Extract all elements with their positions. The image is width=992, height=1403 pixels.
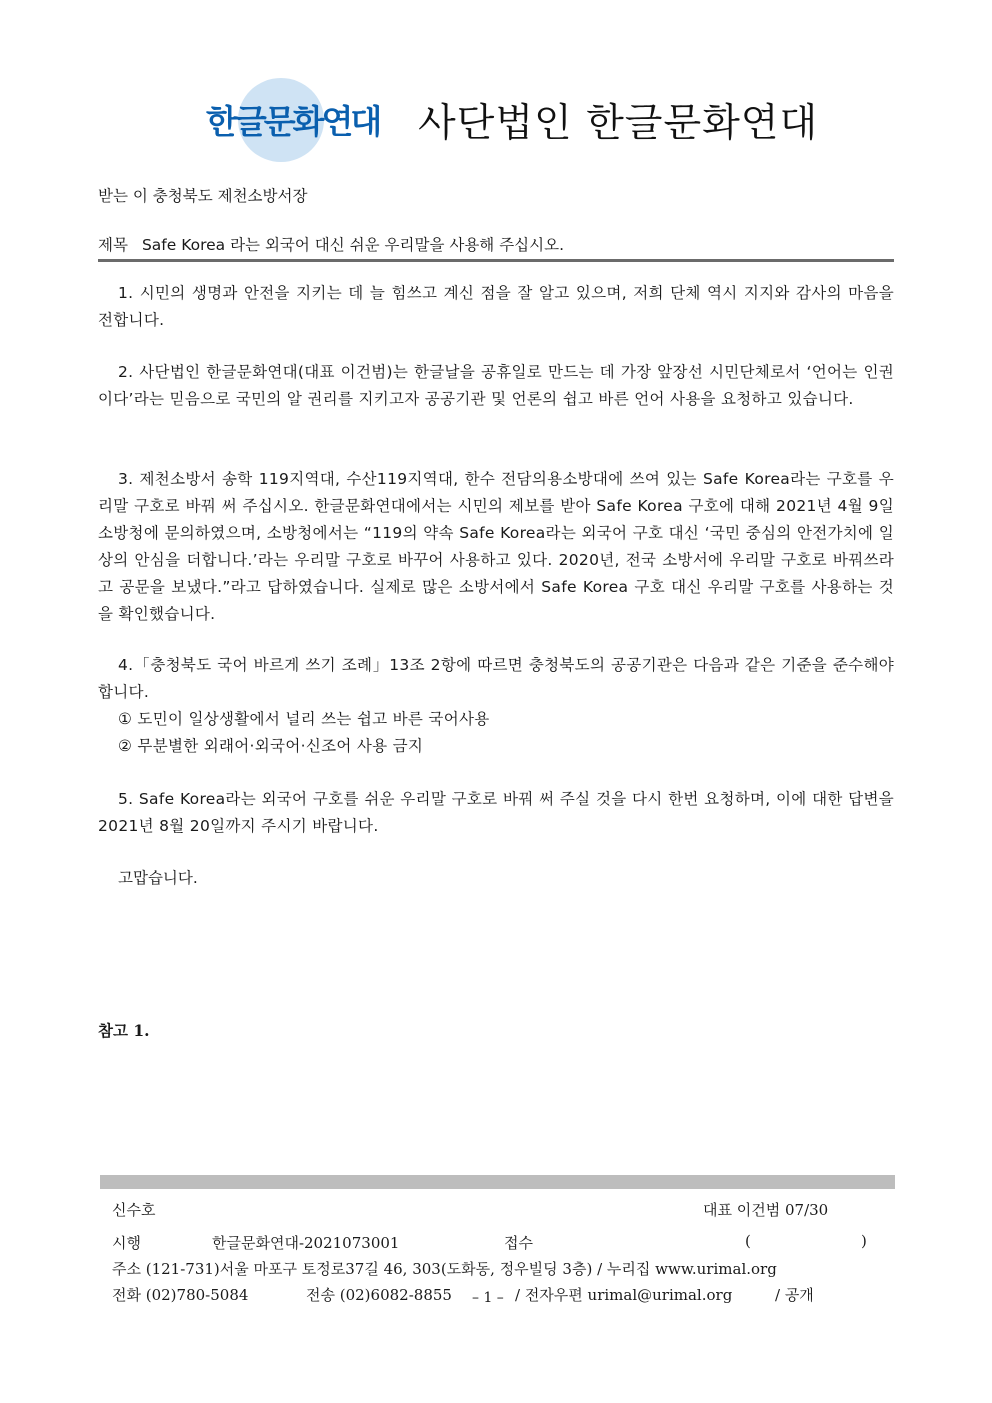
subject-label: 제목 <box>98 236 128 254</box>
footer-receipt-paren-close: ) <box>861 1232 867 1250</box>
footer-public-status: / 공개 <box>775 1286 814 1304</box>
paragraph-2: 2. 사단법인 한글문화연대(대표 이건범)는 한글날을 공휴일로 만드는 데 가장 앞장선 시민단체로서 ‘언어는 인권이다’라는 믿음으로 국민의 알 권리를 지키고자 공공기관 및 언론의 쉽고 바른 언어 사용을 요청하고 있습니다. <box>98 363 894 408</box>
footer-phone: 전화 (02)780-5084 <box>112 1286 249 1304</box>
paragraph-4: 4.「충청북도 국어 바르게 쓰기 조례」13조 2항에 따르면 충청북도의 공공기관은 다음과 같은 기준을 준수해야 합니다. ① 도민이 일상생활에서 널리 쓰는 쉽고 바른 국어사용 ② 무분별한 외래어·외국어·신조어 사용 금지 <box>98 652 894 760</box>
reference-label: 참고 1. <box>98 1021 150 1040</box>
subject-text: Safe Korea 라는 외국어 대신 쉬운 우리말을 사용해 주십시오. <box>141 236 565 254</box>
subject-line <box>98 233 564 255</box>
footer-ceo: 대표 이건범 07/30 <box>703 1201 829 1219</box>
page-number: – 1 – <box>472 1290 504 1306</box>
footer-email: / 전자우편 urimal@urimal.org <box>515 1286 733 1304</box>
org-logo <box>200 76 390 162</box>
closing-text: 고맙습니다. <box>118 869 198 887</box>
criteria-item-1: ① 도민이 일상생활에서 널리 쓰는 쉽고 바른 국어사용 <box>118 710 490 728</box>
footer-fax: 전송 (02)6082-8855 <box>306 1286 452 1304</box>
paragraph-3: 3. 제천소방서 송학 119지역대, 수산119지역대, 한수 전담의용소방대에 쓰여 있는 Safe Korea라는 구호를 우리말 구호로 바꿔 써 주십시오. 한글문화연대에서는 시민의 제보를 받아 Safe Korea 구호에 대해 2021년 4월 9일 소방청에 문의하였으며, 소방청에서는 “119의 약속 Safe Korea라는 외국어 구호 대신 ‘국민 중심의 안전가치에 일상의 안심을 더합니다.’라는 우리말 구호로 바꾸어 사용하고 있다. 2020년, 전국 소방서에 우리말 구호로 바꿔쓰라고 공문을 보냈다.”라고 답하였습니다. 실제로 많은 소방서에서 Safe Korea 구호 대신 우리말 구호를 사용하는 것을 확인했습니다. <box>98 470 894 623</box>
recipient-line: 받는 이 충청북도 제천소방서장 <box>98 187 308 205</box>
paragraph-1: 1. 시민의 생명과 안전을 지키는 데 늘 힘쓰고 계신 점을 잘 알고 있으며, 저희 단체 역시 지지와 감사의 마음을 전합니다. <box>98 284 894 329</box>
org-title: 사단법인 한글문화연대 <box>418 101 819 146</box>
footer-exec-number: 한글문화연대-2021073001 <box>212 1234 400 1252</box>
footer-receipt-paren-open: ( <box>745 1232 751 1250</box>
footer-receipt-label: 접수 <box>504 1234 533 1252</box>
footer-exec-label: 시행 <box>112 1234 141 1252</box>
logo-text: 한글문화연대 <box>206 102 380 141</box>
paragraph-5: 5. Safe Korea라는 외국어 구호를 쉬운 우리말 구호로 바꿔 써 주실 것을 다시 한번 요청하며, 이에 대한 답변을 2021년 8월 20일까지 주시기 바랍니다. <box>98 790 894 835</box>
footer-address: 주소 (121-731)서울 마포구 토정로37길 46, 303(도화동, 정우빌딩 3층) / 누리집 www.urimal.org <box>112 1260 777 1278</box>
footer-sender: 신수호 <box>112 1201 156 1219</box>
footer-divider-bar <box>100 1175 895 1189</box>
header-divider <box>98 259 894 262</box>
criteria-item-2: ② 무분별한 외래어·외국어·신조어 사용 금지 <box>118 737 424 755</box>
